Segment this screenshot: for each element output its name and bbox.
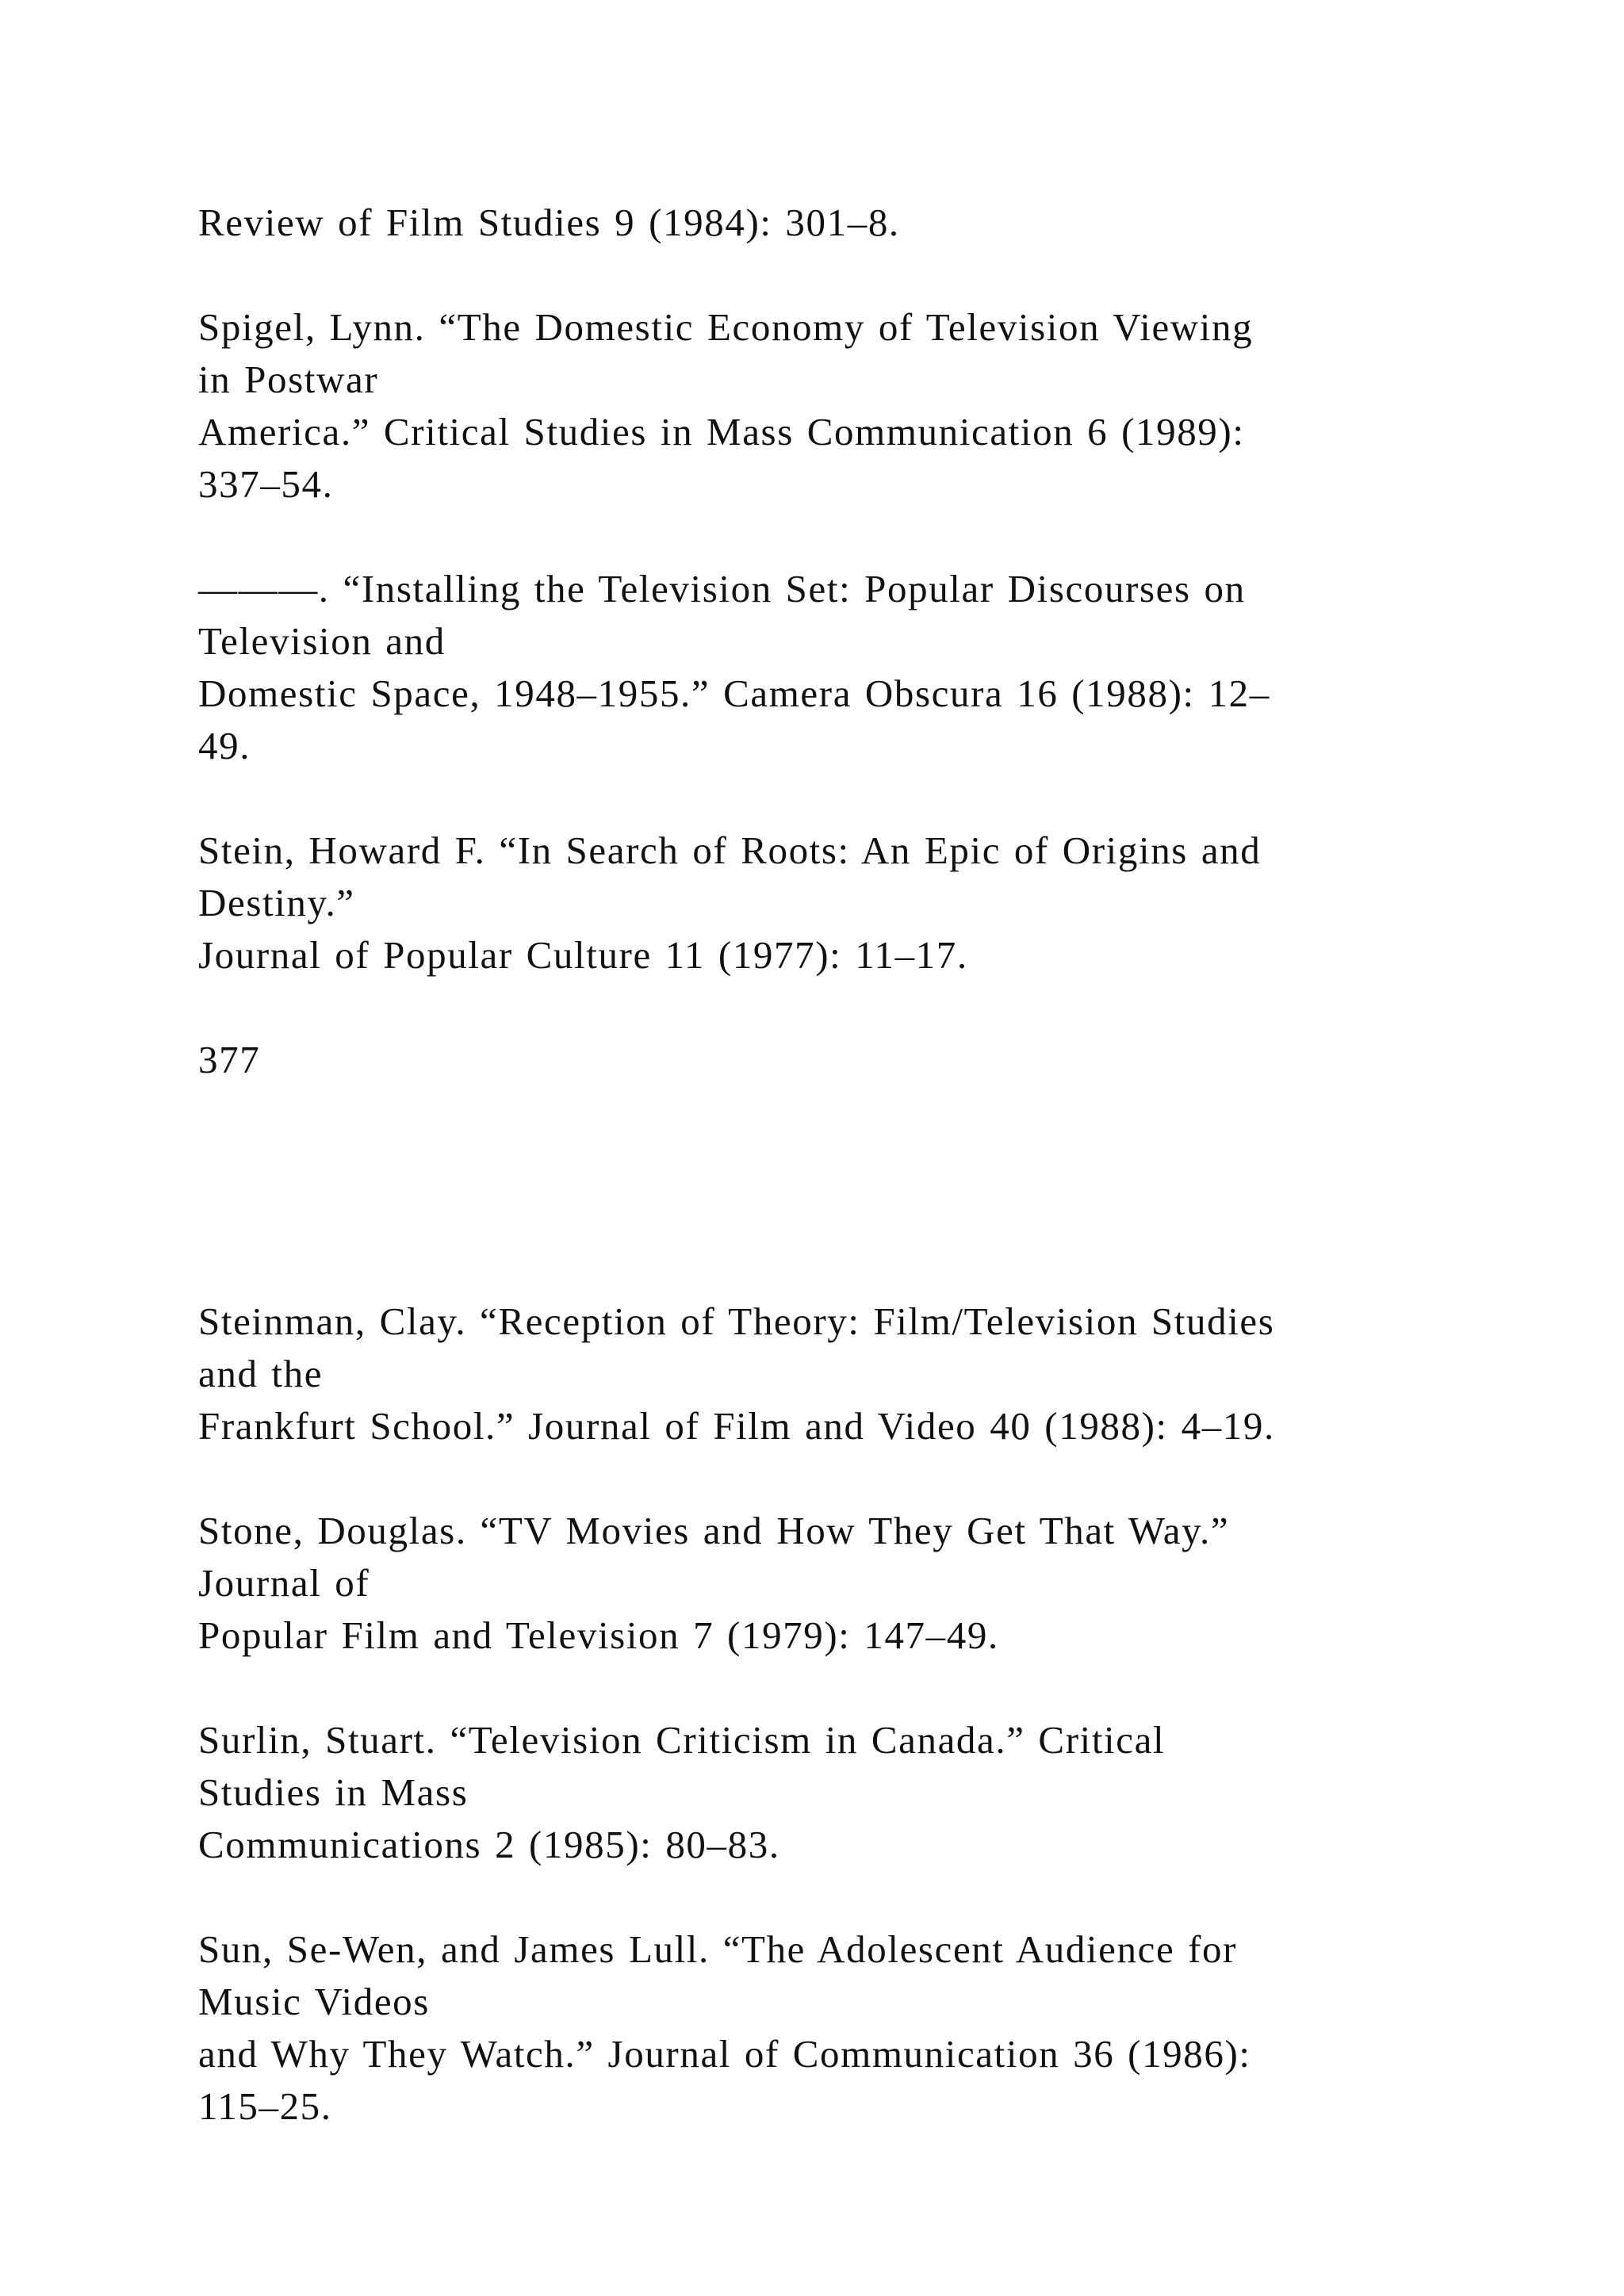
entry-spacer xyxy=(198,982,1467,1034)
page-number: 377 xyxy=(198,1038,261,1081)
bibliography-entry-spigel-domestic xyxy=(198,301,1467,511)
entry-line: Destiny.” xyxy=(198,881,355,924)
entry-line: Communications 2 (1985): 80–83. xyxy=(198,1823,780,1866)
entry-line: Popular Film and Television 7 (1979): 147–49. xyxy=(198,1613,999,1657)
entry-line: ———. “Installing the Television Set: Popular Discourses on xyxy=(198,567,1246,610)
entry-line: Spigel, Lynn. “The Domestic Economy of Television Viewing xyxy=(198,305,1254,349)
entry-line: 115–25. xyxy=(198,2084,332,2128)
entry-line: Domestic Space, 1948–1955.” Camera Obscura 16 (1988): 12– xyxy=(198,672,1270,715)
entry-spacer xyxy=(198,1871,1467,1923)
bibliography-entry-spigel-installing xyxy=(198,563,1467,772)
entry-line: Journal of Popular Culture 11 (1977): 11–17. xyxy=(198,933,968,977)
bibliography-entry-stein xyxy=(198,825,1467,982)
entry-line: Music Videos xyxy=(198,1980,430,2023)
entry-line: Steinman, Clay. “Reception of Theory: Film/Television Studies xyxy=(198,1299,1275,1343)
bibliography-entry-continuation xyxy=(198,197,1467,249)
entry-line: Sun, Se-Wen, and James Lull. “The Adolescent Audience for xyxy=(198,1927,1238,1971)
entry-line: Stein, Howard F. “In Search of Roots: An Epic of Origins and xyxy=(198,828,1262,872)
page-break-spacer xyxy=(198,1086,1467,1295)
bibliography-entry-stone xyxy=(198,1505,1467,1662)
entry-spacer xyxy=(198,772,1467,825)
entry-line: Journal of xyxy=(198,1561,370,1605)
entry-spacer xyxy=(198,511,1467,563)
entry-line: and the xyxy=(198,1352,324,1395)
entry-line: Surlin, Stuart. “Television Criticism in Canada.” Critical xyxy=(198,1718,1166,1762)
entry-line: 49. xyxy=(198,724,251,767)
bibliography-entry-steinman xyxy=(198,1295,1467,1452)
entry-line: 337–54. xyxy=(198,462,334,506)
entry-line: Stone, Douglas. “TV Movies and How They Get That Way.” xyxy=(198,1509,1230,1552)
entry-line: Frankfurt School.” Journal of Film and Video 40 (1988): 4–19. xyxy=(198,1404,1275,1448)
entry-line: America.” Critical Studies in Mass Communication 6 (1989): xyxy=(198,410,1245,453)
entry-spacer xyxy=(198,1452,1467,1505)
entry-spacer xyxy=(198,249,1467,301)
entry-line: and Why They Watch.” Journal of Communication 36 (1986): xyxy=(198,2032,1251,2076)
entry-line: Television and xyxy=(198,619,446,663)
entry-line: Review of Film Studies 9 (1984): 301–8. xyxy=(198,201,900,244)
entry-line: Studies in Mass xyxy=(198,1770,469,1814)
entry-spacer xyxy=(198,1662,1467,1714)
bibliography-entry-sun-lull xyxy=(198,1923,1467,2133)
entry-line: in Postwar xyxy=(198,358,379,401)
bibliography-entry-surlin xyxy=(198,1714,1467,1871)
document-page xyxy=(198,197,1467,2133)
